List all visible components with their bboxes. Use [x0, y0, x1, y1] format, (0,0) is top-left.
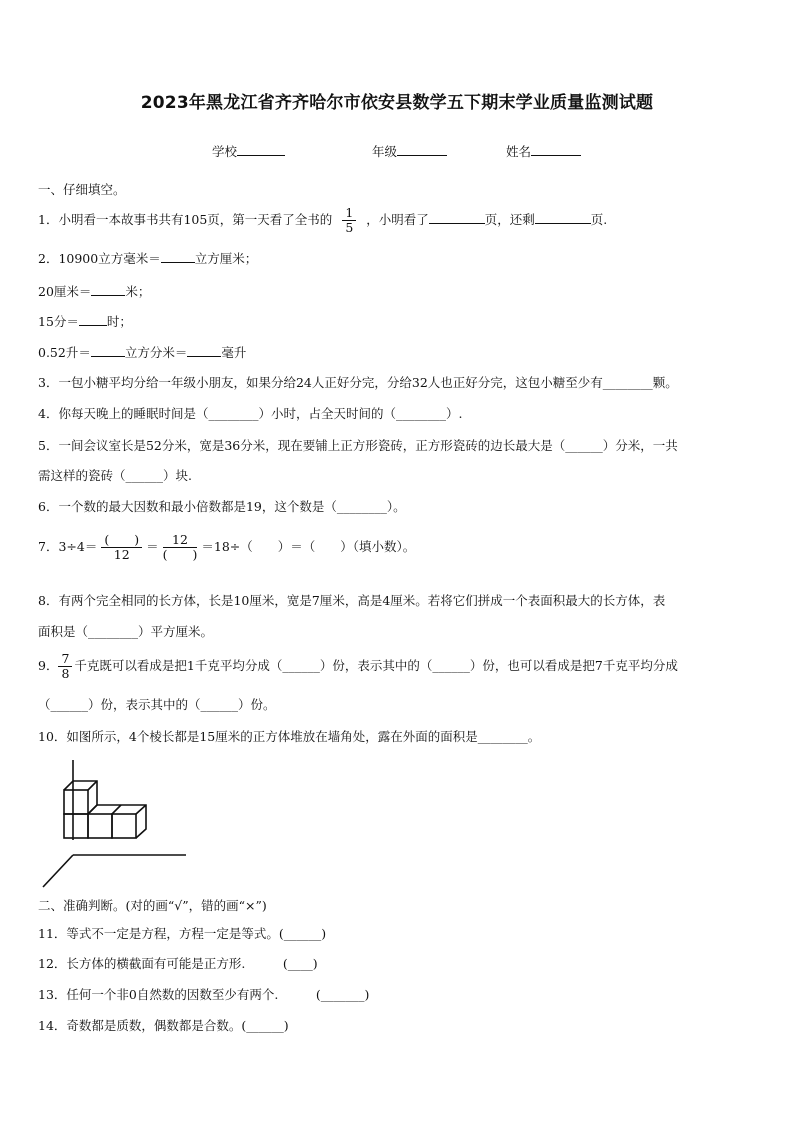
floor-diagonal-line — [43, 855, 73, 887]
question-11: 11．等式不一定是方程，方程一定是等式。(______) — [38, 926, 327, 941]
question-14: 14．奇数都是质数，偶数都是合数。(______) — [38, 1018, 289, 1033]
grade-field — [372, 142, 447, 160]
answer-blank[interactable] — [161, 250, 195, 263]
question-2-part-b — [38, 283, 150, 300]
fraction-denominator: 12 — [113, 547, 130, 562]
q1-text-c: 页，还剩 — [484, 212, 535, 227]
name-label: 姓名 — [506, 144, 532, 159]
question-9-line-2: （______）份，表示其中的（______）份。 — [38, 697, 276, 712]
question-3: 3．一包小糖平均分给一年级小朋友，如果分给24人正好分完，分给32人也正好分完，这包小糖至少有________颗。 — [38, 375, 678, 390]
question-12: 12．长方体的横截面有可能是正方形. (____) — [38, 956, 318, 971]
q1-text-a: 1．小明看一本故事书共有105页，第一天看了全书的 — [38, 212, 333, 227]
fraction — [58, 652, 72, 681]
grade-blank[interactable] — [397, 143, 447, 156]
q1-text-b: ，小明看了 — [366, 212, 429, 227]
q1-text-d: 页. — [590, 212, 608, 227]
question-2-part-c — [38, 313, 132, 330]
question-5-line-1: 5．一间会议室长是52分米，宽是36分米，现在要铺上正方形瓷砖，正方形瓷砖的边长最大是（______）分米，一共 — [38, 438, 678, 453]
question-2 — [38, 250, 257, 267]
fraction-numerator: 7 — [58, 652, 72, 667]
q2-text-b: 立方厘米； — [194, 251, 258, 266]
name-field — [506, 142, 581, 160]
question-8-line-1: 8．有两个完全相同的长方体，长是10厘米，宽是7厘米，高是4厘米。若将它们拼成一个表面积最大的长方体，表 — [38, 593, 666, 608]
page-title: 2023年黑龙江省齐齐哈尔市依安县数学五下期末学业质量监测试题 — [140, 93, 654, 113]
school-field — [212, 142, 285, 160]
fraction-denominator: 8 — [61, 666, 70, 681]
q7-text-a: 7．3÷4＝ — [38, 539, 98, 554]
fraction-denominator: 5 — [345, 220, 354, 235]
question-6: 6．一个数的最大因数和最小倍数都是19，这个数是（________）。 — [38, 499, 406, 514]
question-13: 13．任何一个非0自然数的因数至少有两个. (_______) — [38, 987, 370, 1002]
fraction — [101, 533, 142, 562]
answer-blank[interactable] — [91, 344, 125, 357]
fraction-numerator: 12 — [163, 533, 198, 548]
question-8-line-2: 面积是（________）平方厘米。 — [38, 624, 214, 639]
question-1 — [38, 206, 607, 235]
q2-text-a: 2．10900立方毫米＝ — [38, 251, 161, 266]
grade-label: 年级 — [372, 144, 398, 159]
question-4: 4．你每天晚上的睡眠时间是（________）小时，占全天时间的（________）. — [38, 406, 463, 421]
q2d-text-a: 0.52升＝ — [38, 345, 91, 360]
q9-text: 千克既可以看成是把1千克平均分成（______）份，表示其中的（______）份，也可以看成是把7千克平均分成 — [74, 658, 678, 673]
q2c-text-a: 15分＝ — [38, 314, 79, 329]
answer-blank[interactable] — [429, 211, 485, 224]
answer-blank[interactable] — [79, 313, 107, 326]
q2d-text-b: 立方分米＝ — [124, 345, 188, 360]
q9-number: 9． — [38, 658, 59, 673]
name-blank[interactable] — [531, 143, 581, 156]
question-2-part-d — [38, 344, 246, 361]
fraction-denominator[interactable]: ( ) — [162, 547, 198, 562]
fraction — [163, 533, 198, 562]
equals-sign: ＝ — [146, 539, 159, 554]
fraction — [342, 206, 356, 235]
answer-blank[interactable] — [91, 283, 125, 296]
cube-corner-figure — [38, 755, 193, 890]
q7-text-b: ＝18÷（ ）＝（ ）（填小数）。 — [201, 539, 416, 554]
answer-blank[interactable] — [535, 211, 591, 224]
question-7 — [38, 533, 415, 562]
fraction-numerator: 1 — [342, 206, 356, 221]
q2d-text-c: 毫升 — [221, 345, 247, 360]
q2c-text-b: 时； — [106, 314, 132, 329]
section-2-heading: 二、准确判断。(对的画“√”，错的画“×”) — [38, 898, 267, 913]
answer-blank[interactable] — [187, 344, 221, 357]
question-9 — [38, 652, 678, 681]
school-label: 学校 — [212, 144, 238, 159]
section-1-heading: 一、仔细填空。 — [38, 182, 126, 197]
question-5-line-2: 需这样的瓷砖（______）块. — [38, 468, 192, 483]
school-blank[interactable] — [237, 143, 285, 156]
question-10: 10．如图所示，4个棱长都是15厘米的正方体堆放在墙角处，露在外面的面积是________。 — [38, 729, 541, 744]
q2b-text-b: 米； — [125, 284, 151, 299]
q2b-text-a: 20厘米＝ — [38, 284, 92, 299]
fraction-numerator[interactable]: ( ) — [101, 533, 142, 548]
